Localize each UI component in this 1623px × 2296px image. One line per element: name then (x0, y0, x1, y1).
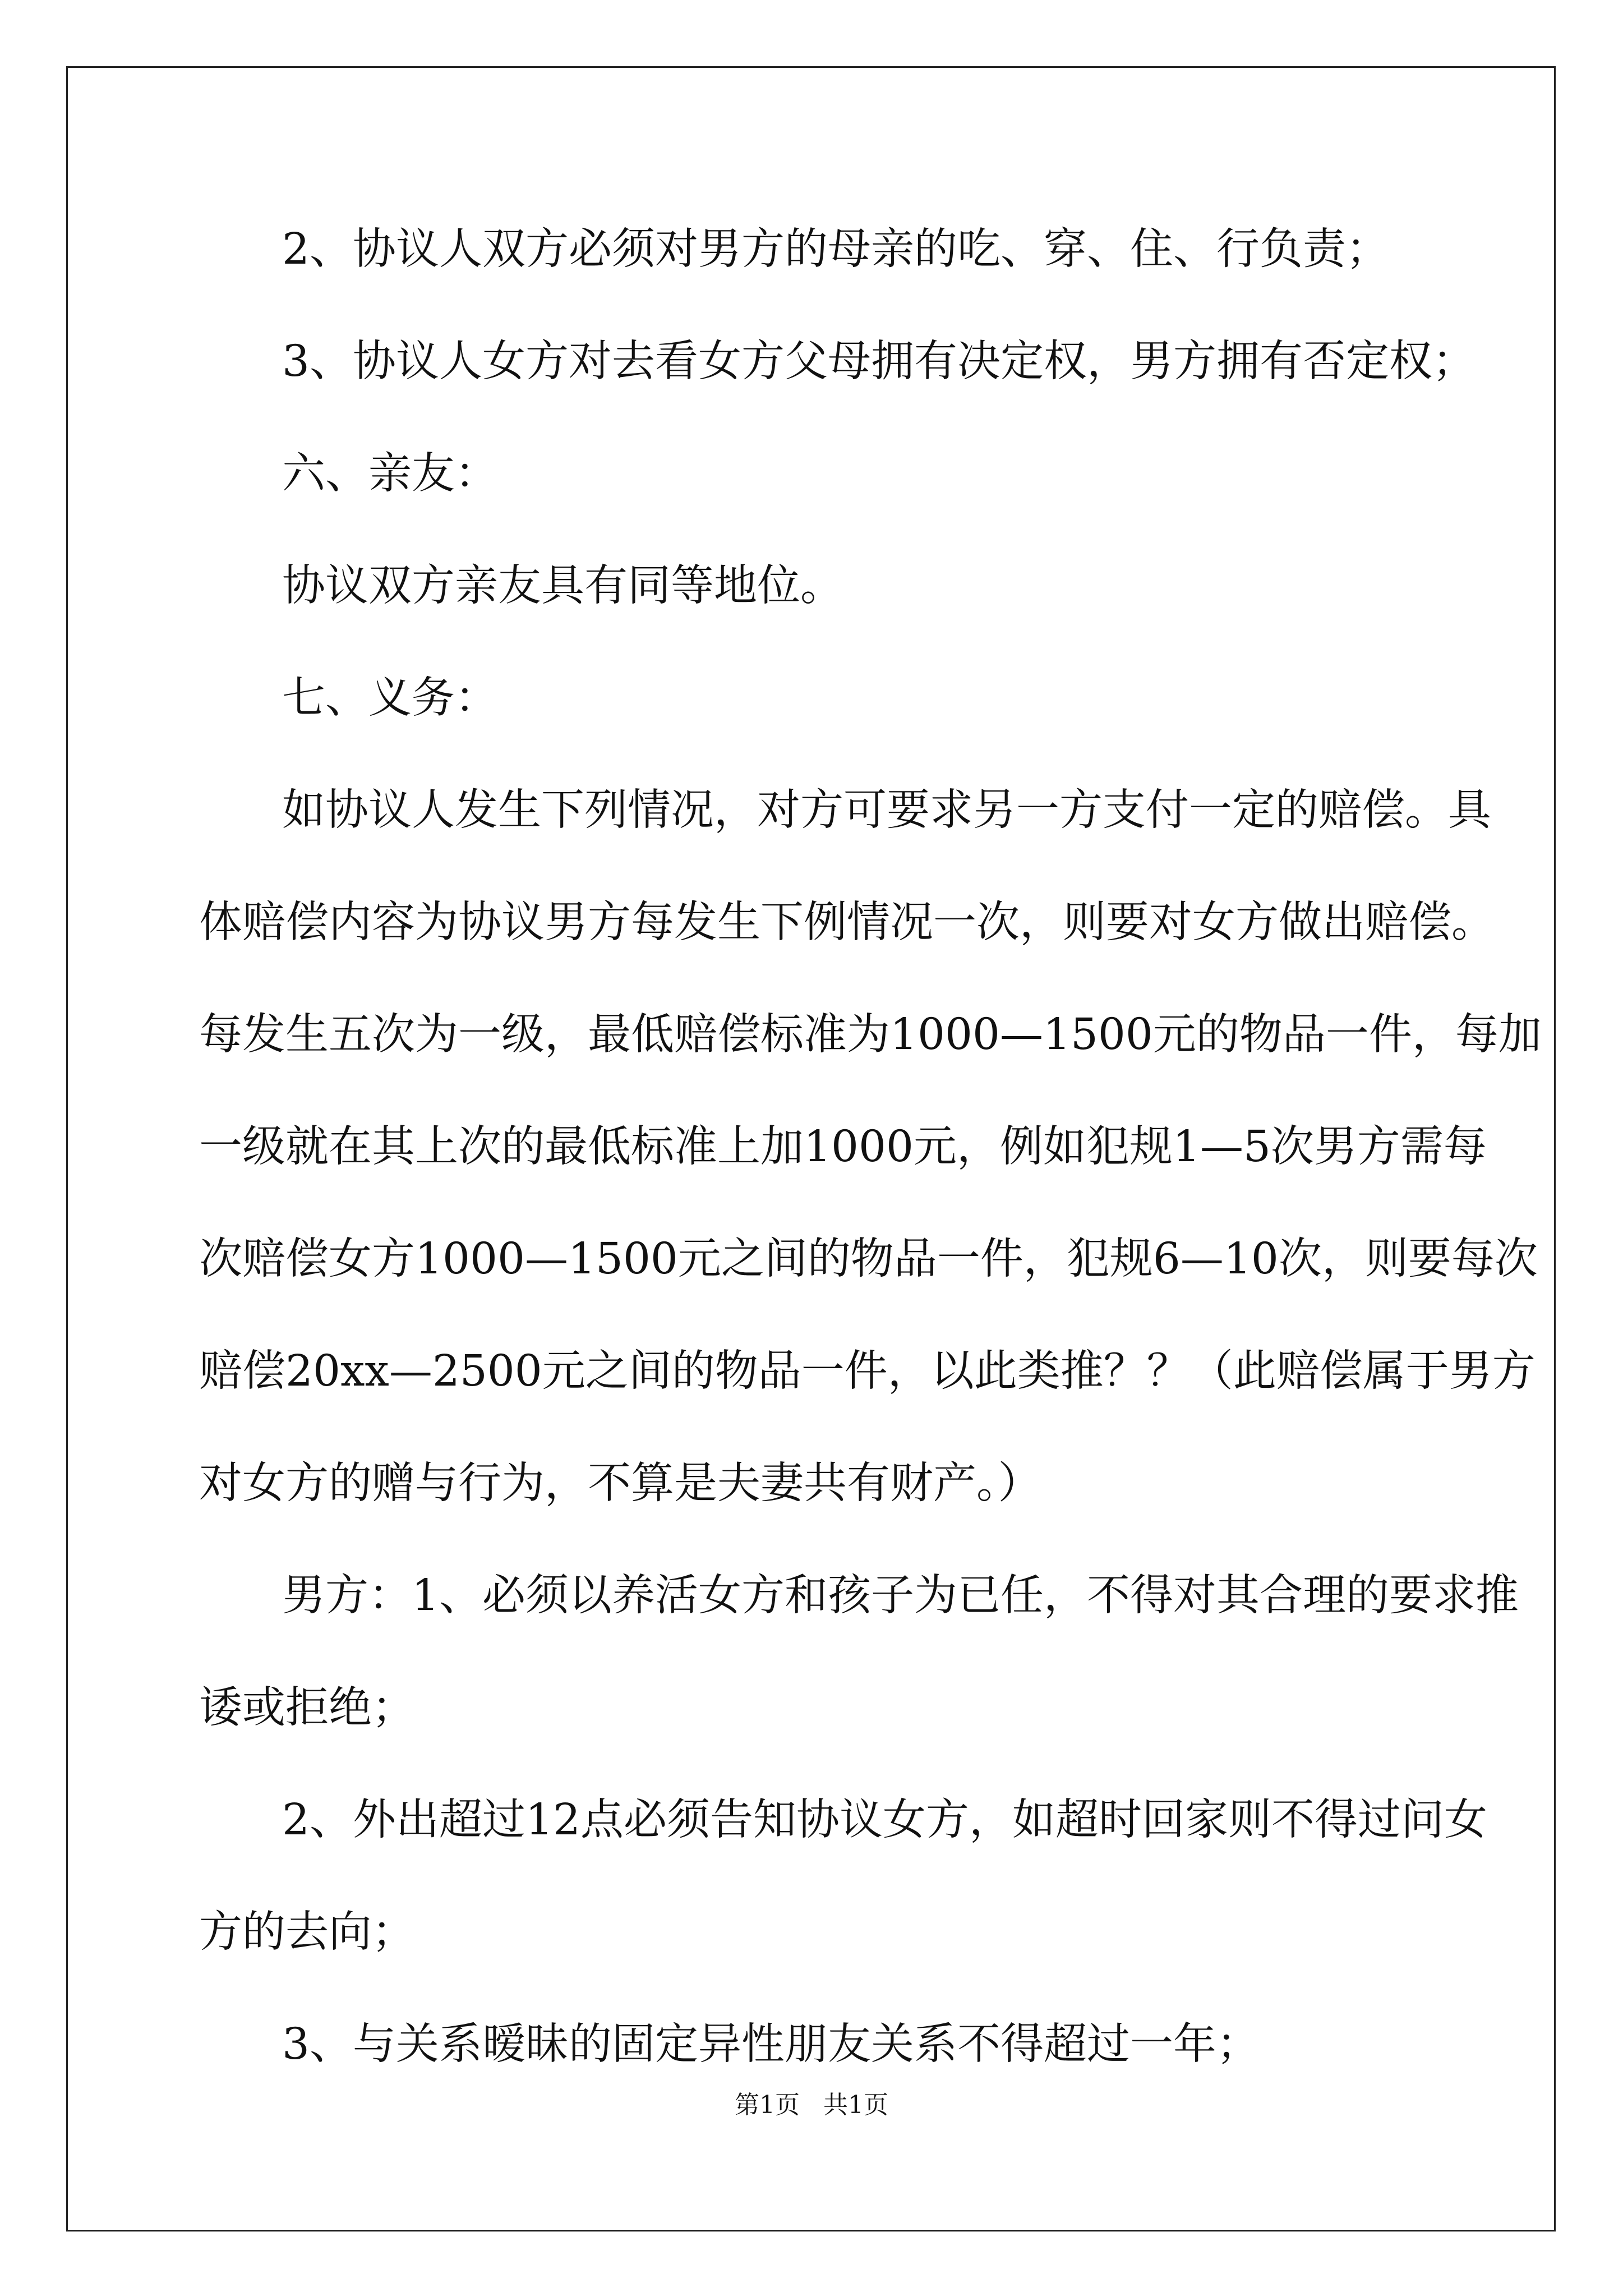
paragraph-line: 赔偿20xx—2500元之间的物品一件，以此类推？？（此赔偿属于男方 (199, 1346, 1536, 1396)
paragraph-line: 对女方的赠与行为，不算是夫妻共有财产。） (199, 1458, 1041, 1508)
paragraph-line: 每发生五次为一级，最低赔偿标准为1000—1500元的物品一件，每加 (199, 1010, 1542, 1060)
page-number-footer: 第1页 共1页 (735, 2091, 888, 2119)
paragraph-line: 3、与关系暧昧的固定异性朋友关系不得超过一年； (282, 2019, 1260, 2069)
paragraph-line: 2、外出超过12点必须告知协议女方，如超时回家则不得过问女 (282, 1795, 1487, 1845)
paragraph-line: 一级就在其上次的最低标准上加1000元，例如犯规1—5次男方需每 (199, 1122, 1487, 1172)
paragraph-line: 3、协议人女方对去看女方父母拥有决定权，男方拥有否定权； (282, 337, 1476, 386)
paragraph-line: 男方：1、必须以养活女方和孩子为已任，不得对其合理的要求推 (282, 1571, 1519, 1621)
paragraph-line: 如协议人发生下列情况，对方可要求另一方支付一定的赔偿。具 (282, 785, 1491, 835)
paragraph-line: 协议双方亲友具有同等地位。 (282, 561, 843, 611)
paragraph-line: 方的去向； (199, 1907, 415, 1957)
paragraph-line: 诿或拒绝； (199, 1683, 415, 1733)
section-heading: 六、亲友： (282, 449, 498, 499)
paragraph-line: 次赔偿女方1000—1500元之间的物品一件，犯规6—10次，则要每次 (199, 1234, 1538, 1284)
paragraph-line: 体赔偿内容为协议男方每发生下例情况一次，则要对女方做出赔偿。 (199, 898, 1495, 947)
section-heading: 七、义务： (282, 673, 498, 723)
paragraph-line: 2、协议人双方必须对男方的母亲的吃、穿、住、行负责； (282, 224, 1389, 274)
